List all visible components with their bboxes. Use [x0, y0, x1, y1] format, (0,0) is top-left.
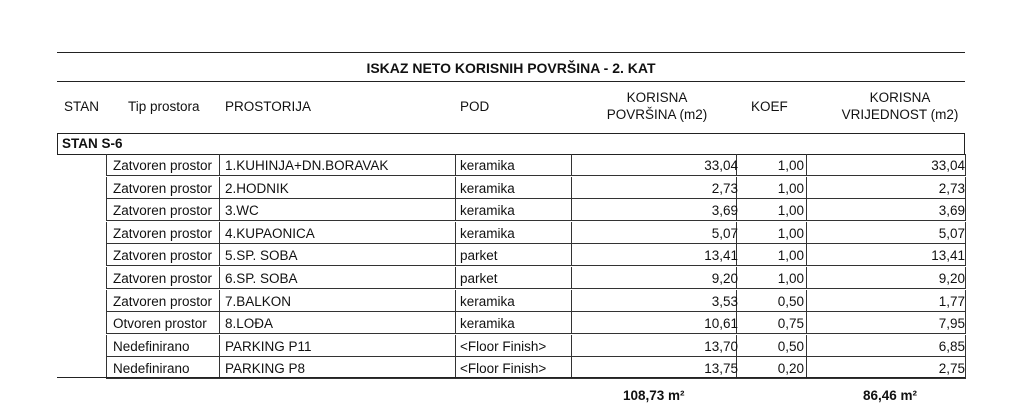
- column-divider: [965, 267, 966, 289]
- column-divider: [106, 267, 107, 289]
- cell-vrijednost: 13,41: [931, 248, 965, 264]
- column-divider: [106, 199, 107, 221]
- section-stan-s6: [57, 133, 965, 155]
- column-divider: [965, 199, 966, 221]
- cell-prostorija: 8.LOĐA: [225, 316, 274, 332]
- cell-vrijednost: 1,77: [938, 293, 965, 309]
- cell-pod: keramika: [460, 158, 515, 173]
- column-divider: [106, 312, 107, 334]
- column-divider: [571, 290, 572, 312]
- column-divider: [106, 290, 107, 312]
- cell-povrsina: 13,75: [704, 361, 738, 377]
- column-divider: [965, 222, 966, 244]
- column-divider: [455, 199, 456, 221]
- column-divider: [571, 312, 572, 334]
- column-divider: [455, 267, 456, 289]
- cell-pod: <Floor Finish>: [460, 361, 547, 377]
- header-prostorija: PROSTORIJA: [225, 99, 312, 114]
- header-koef: KOEF: [751, 99, 788, 114]
- cell-prostorija: PARKING P8: [225, 361, 306, 377]
- column-divider: [219, 177, 220, 199]
- cell-tip-prostora: Zatvoren prostor: [113, 248, 213, 264]
- column-divider: [965, 244, 966, 266]
- column-divider: [806, 335, 807, 357]
- table-row: [106, 154, 965, 176]
- cell-tip-prostora: Nedefinirano: [113, 361, 190, 377]
- column-divider: [455, 222, 456, 244]
- header-tip: Tip prostora: [128, 99, 200, 114]
- cell-prostorija: 1.KUHINJA+DN.BORAVAK: [225, 158, 389, 173]
- cell-koef: 1,00: [777, 225, 804, 241]
- totals-rule: [57, 377, 965, 378]
- cell-vrijednost: 7,95: [938, 316, 965, 332]
- cell-koef: 0,20: [777, 361, 804, 377]
- cell-prostorija: 2.HODNIK: [225, 180, 289, 196]
- column-divider: [106, 335, 107, 357]
- cell-koef: 1,00: [777, 180, 804, 196]
- column-divider: [965, 357, 966, 379]
- cell-povrsina: 10,61: [704, 316, 738, 332]
- cell-povrsina: 2,73: [711, 180, 738, 196]
- column-divider: [806, 312, 807, 334]
- column-divider: [965, 154, 966, 176]
- cell-tip-prostora: Otvoren prostor: [113, 316, 207, 332]
- table-row: [106, 222, 965, 244]
- table-row: [106, 312, 965, 334]
- table-top-rule: [57, 52, 965, 53]
- cell-pod: keramika: [460, 180, 515, 196]
- column-divider: [965, 177, 966, 199]
- cell-pod: keramika: [460, 203, 515, 219]
- column-divider: [219, 222, 220, 244]
- header-pod: POD: [460, 99, 490, 114]
- column-divider: [455, 290, 456, 312]
- column-divider: [806, 199, 807, 221]
- header-povrsina: KORISNA POVRŠINA (m2): [606, 90, 708, 122]
- cell-prostorija: PARKING P11: [225, 338, 312, 354]
- column-divider: [965, 290, 966, 312]
- header-stan: STAN: [64, 99, 100, 114]
- column-divider: [806, 244, 807, 266]
- cell-vrijednost: 2,75: [938, 361, 965, 377]
- column-divider: [219, 199, 220, 221]
- column-divider: [571, 222, 572, 244]
- cell-tip-prostora: Zatvoren prostor: [113, 203, 213, 219]
- cell-tip-prostora: Zatvoren prostor: [113, 271, 213, 286]
- cell-pod: keramika: [460, 316, 515, 332]
- column-divider: [106, 177, 107, 199]
- table-row: [106, 244, 965, 266]
- cell-pod: parket: [460, 271, 498, 286]
- cell-pod: keramika: [460, 225, 515, 241]
- cell-povrsina: 13,41: [704, 248, 738, 264]
- column-divider: [106, 222, 107, 244]
- column-divider: [806, 267, 807, 289]
- cell-tip-prostora: Nedefinirano: [113, 338, 190, 354]
- column-divider: [806, 222, 807, 244]
- cell-povrsina: 33,04: [704, 158, 738, 173]
- column-divider: [806, 154, 807, 176]
- column-divider: [965, 312, 966, 334]
- column-divider: [571, 177, 572, 199]
- cell-tip-prostora: Zatvoren prostor: [113, 158, 213, 173]
- cell-tip-prostora: Zatvoren prostor: [113, 293, 213, 309]
- column-divider: [455, 154, 456, 176]
- table-title: ISKAZ NETO KORISNIH POVRŠINA - 2. KAT: [366, 60, 656, 76]
- cell-vrijednost: 9,20: [938, 271, 965, 286]
- header-vrijednost: KORISNA VRIJEDNOST (m2): [841, 90, 959, 122]
- table-row: [106, 335, 965, 357]
- table-row: [106, 199, 965, 221]
- cell-vrijednost: 6,85: [938, 338, 965, 354]
- cell-prostorija: 5.SP. SOBA: [225, 248, 298, 264]
- column-divider: [219, 290, 220, 312]
- column-divider: [806, 177, 807, 199]
- cell-vrijednost: 2,73: [938, 180, 965, 196]
- cell-tip-prostora: Zatvoren prostor: [113, 180, 213, 196]
- column-divider: [571, 335, 572, 357]
- cell-prostorija: 7.BALKON: [225, 293, 292, 309]
- column-divider: [571, 199, 572, 221]
- column-divider: [219, 267, 220, 289]
- cell-povrsina: 5,07: [711, 225, 738, 241]
- cell-vrijednost: 3,69: [938, 203, 965, 219]
- cell-pod: keramika: [460, 293, 515, 309]
- column-divider: [219, 154, 220, 176]
- section-label: STAN S-6: [62, 136, 123, 151]
- column-divider: [571, 154, 572, 176]
- column-divider: [455, 312, 456, 334]
- total-povrsina: 108,73 m²: [623, 388, 685, 403]
- cell-pod: parket: [460, 248, 498, 264]
- column-divider: [571, 244, 572, 266]
- cell-koef: 0,50: [777, 338, 804, 354]
- cell-tip-prostora: Zatvoren prostor: [113, 225, 213, 241]
- column-divider: [571, 267, 572, 289]
- column-divider: [455, 335, 456, 357]
- cell-koef: 0,75: [777, 316, 804, 332]
- column-divider: [106, 154, 107, 176]
- cell-koef: 1,00: [777, 248, 804, 264]
- total-vrijednost: 86,46 m²: [863, 388, 918, 403]
- cell-koef: 1,00: [777, 158, 804, 173]
- cell-koef: 1,00: [777, 203, 804, 219]
- column-divider: [219, 335, 220, 357]
- column-divider: [106, 244, 107, 266]
- cell-povrsina: 3,53: [711, 293, 738, 309]
- cell-prostorija: 3.WC: [225, 203, 259, 219]
- cell-prostorija: 6.SP. SOBA: [225, 271, 298, 286]
- column-divider: [965, 335, 966, 357]
- title-rule: [57, 81, 965, 82]
- cell-koef: 1,00: [777, 271, 804, 286]
- table-row: [106, 177, 965, 199]
- cell-pod: <Floor Finish>: [460, 338, 547, 354]
- cell-povrsina: 9,20: [711, 271, 738, 286]
- table-row: [106, 290, 965, 312]
- column-divider: [455, 244, 456, 266]
- column-divider: [219, 312, 220, 334]
- cell-koef: 0,50: [777, 293, 804, 309]
- cell-povrsina: 3,69: [711, 203, 738, 219]
- table-row: [106, 267, 965, 289]
- cell-prostorija: 4.KUPAONICA: [225, 225, 315, 241]
- cell-vrijednost: 33,04: [931, 158, 965, 173]
- column-divider: [219, 244, 220, 266]
- cell-povrsina: 13,70: [704, 338, 738, 354]
- column-divider: [806, 290, 807, 312]
- cell-vrijednost: 5,07: [938, 225, 965, 241]
- column-divider: [455, 177, 456, 199]
